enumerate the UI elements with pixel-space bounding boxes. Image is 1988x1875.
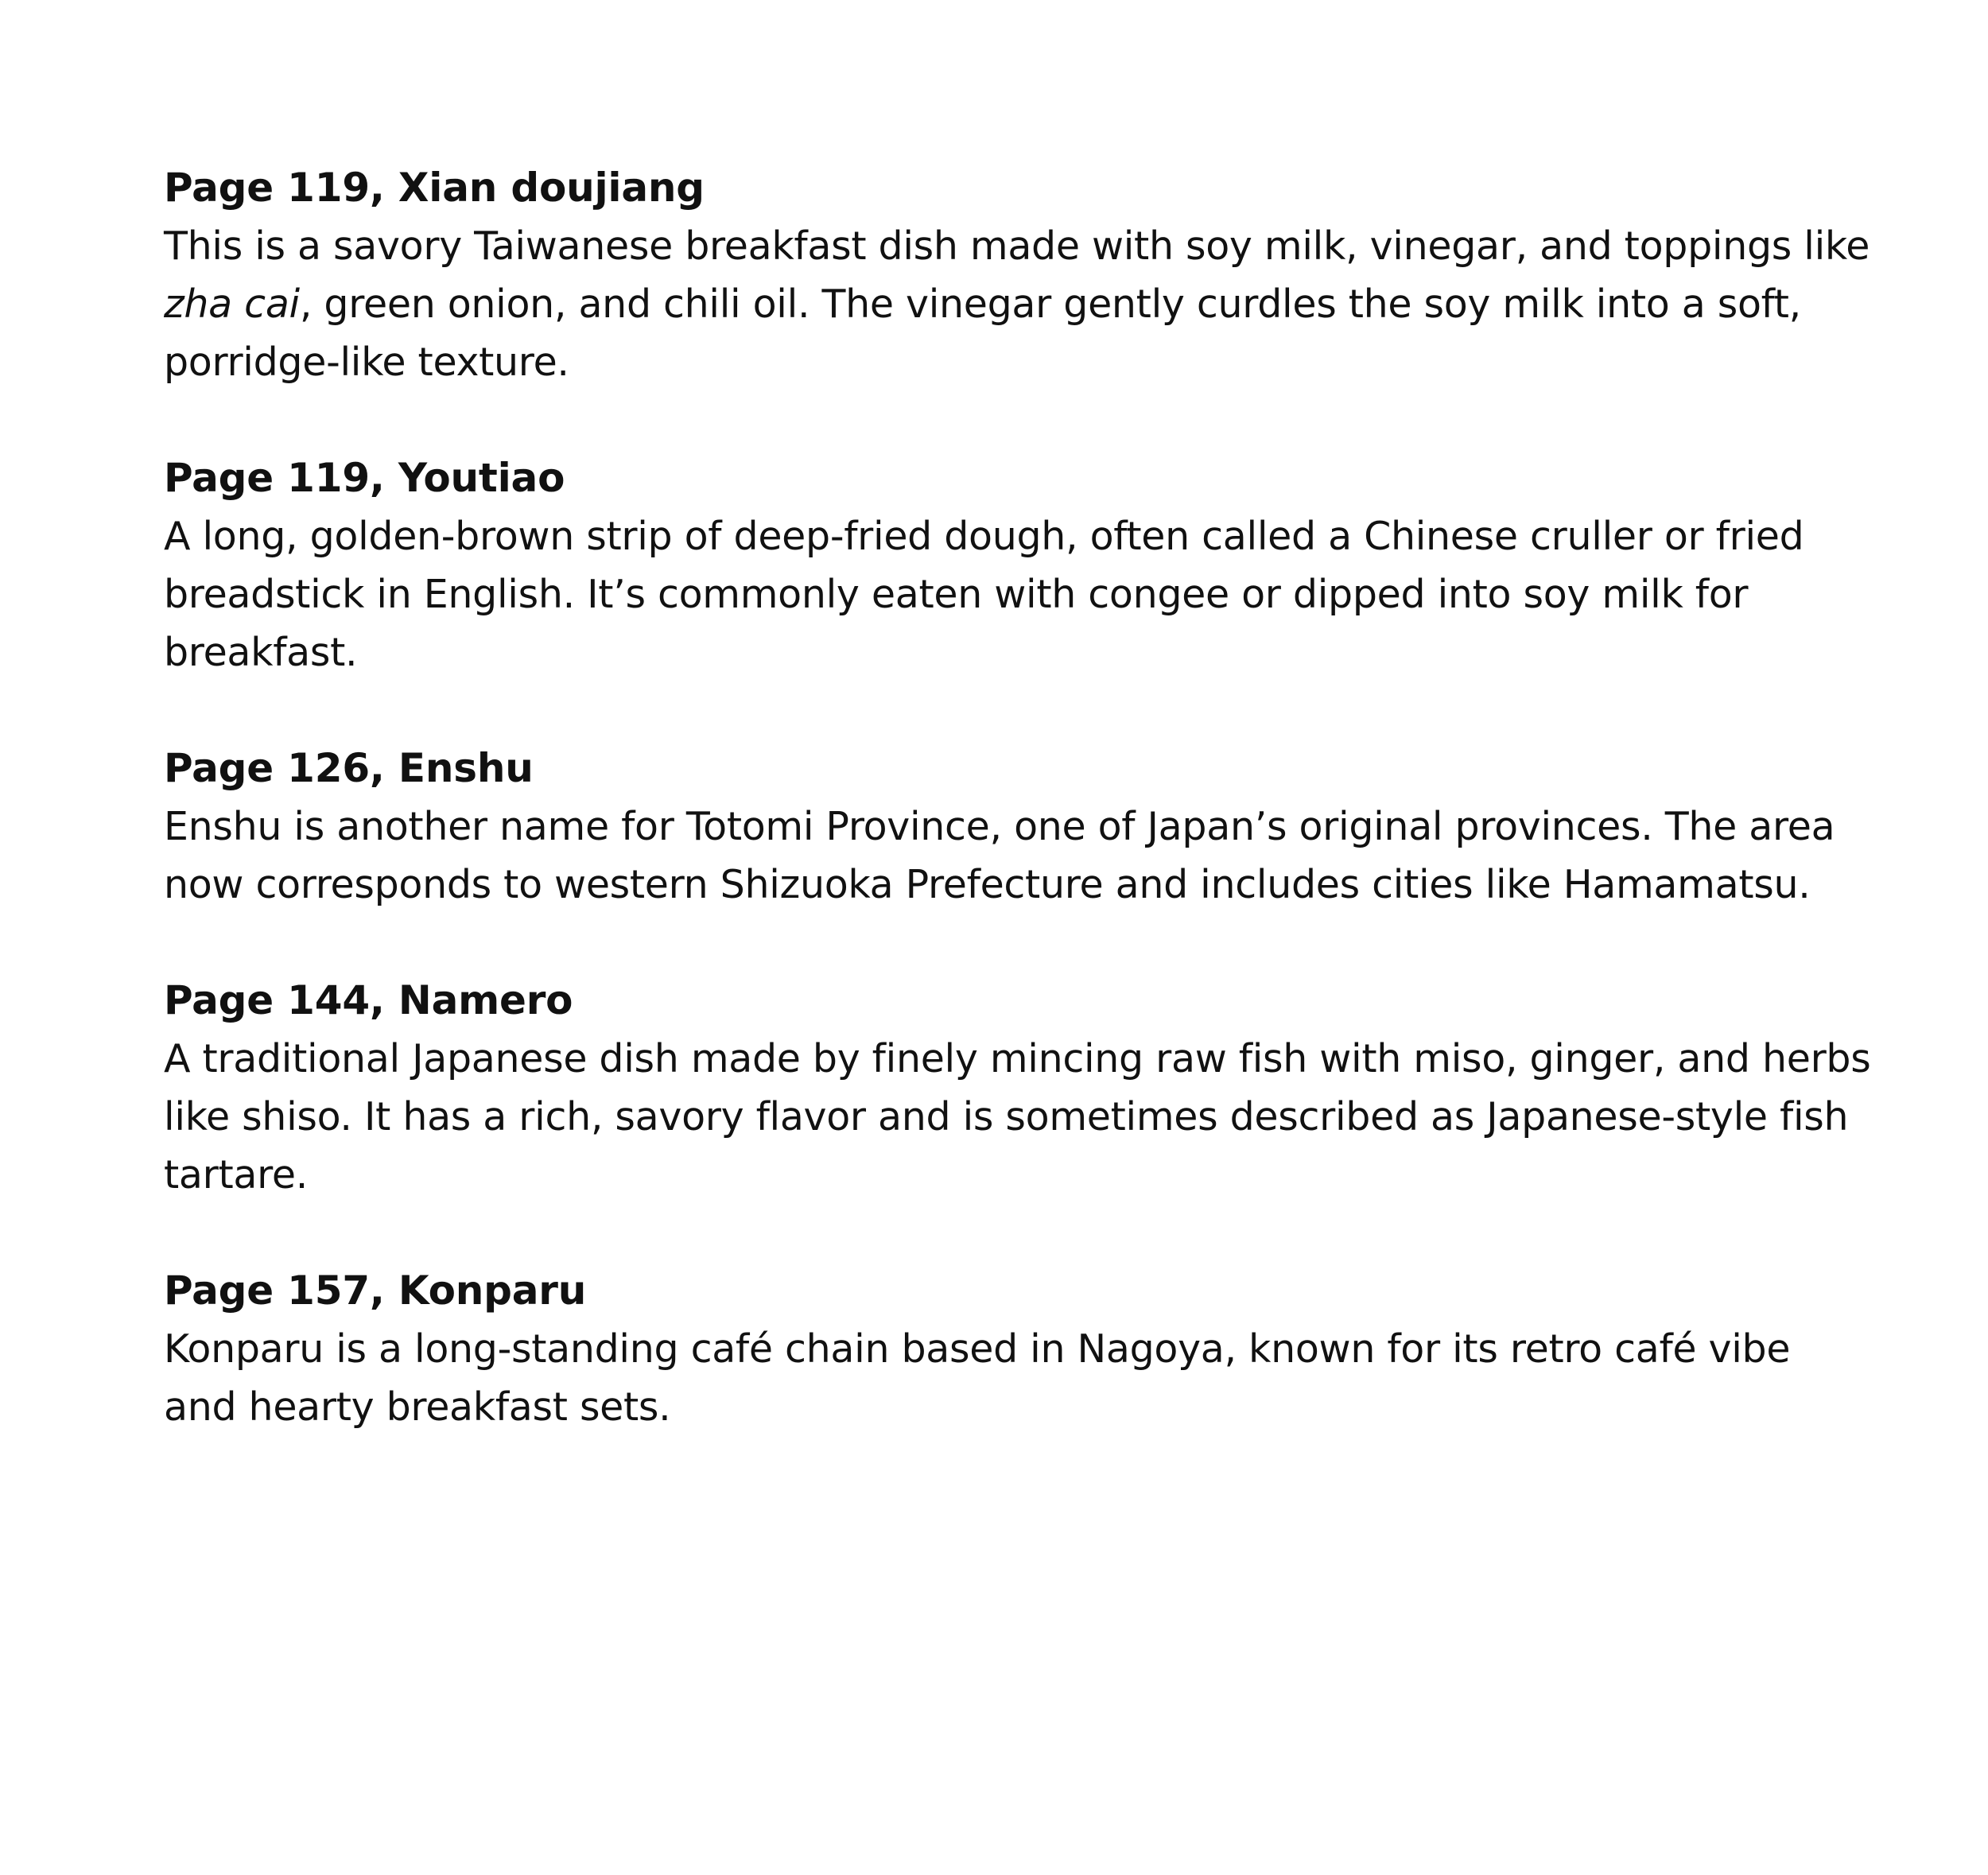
entry-title: Page 119, Youtiao [164, 455, 565, 501]
glossary-page [164, 159, 1873, 1494]
entry-body-text: , green onion, and chili oil. The vinegar gently curdles the soy milk into a soft, porridge-like texture. [164, 281, 1801, 385]
entry-body: A traditional Japanese dish made by finely mincing raw fish with miso, ginger, and herbs like shiso. It has a rich, savory flavor and is sometimes described as Japanese-style fish tartare. [164, 1036, 1871, 1198]
entry-body-italic-term: zha cai [164, 281, 300, 327]
glossary-entry-youtiao [164, 449, 1873, 681]
entry-body: Enshu is another name for Totomi Province, one of Japan’s original provinces. The area now corresponds to western Shizuoka Prefecture and includes cities like Hamamatsu. [164, 804, 1835, 907]
entry-title: Page 126, Enshu [164, 745, 534, 791]
entry-body-text: This is a savory Taiwanese breakfast dish made with soy milk, vinegar, and toppings like [164, 223, 1870, 269]
entry-title: Page 119, Xian doujiang [164, 165, 705, 211]
entry-body: A long, golden-brown strip of deep-fried dough, often called a Chinese cruller or fried breadstick in English. It’s commonly eaten with congee or dipped into soy milk for breakfast. [164, 514, 1804, 675]
entry-body [164, 217, 1873, 391]
entry-title: Page 144, Namero [164, 977, 573, 1023]
glossary-entry-konparu [164, 1262, 1873, 1436]
entry-title: Page 157, Konparu [164, 1267, 587, 1314]
glossary-entry-enshu [164, 740, 1873, 914]
glossary-entry-namero [164, 972, 1873, 1204]
glossary-entry-xian-doujiang [164, 159, 1873, 391]
entry-body: Konparu is a long-standing café chain based in Nagoya, known for its retro café vibe and hearty breakfast sets. [164, 1326, 1791, 1430]
